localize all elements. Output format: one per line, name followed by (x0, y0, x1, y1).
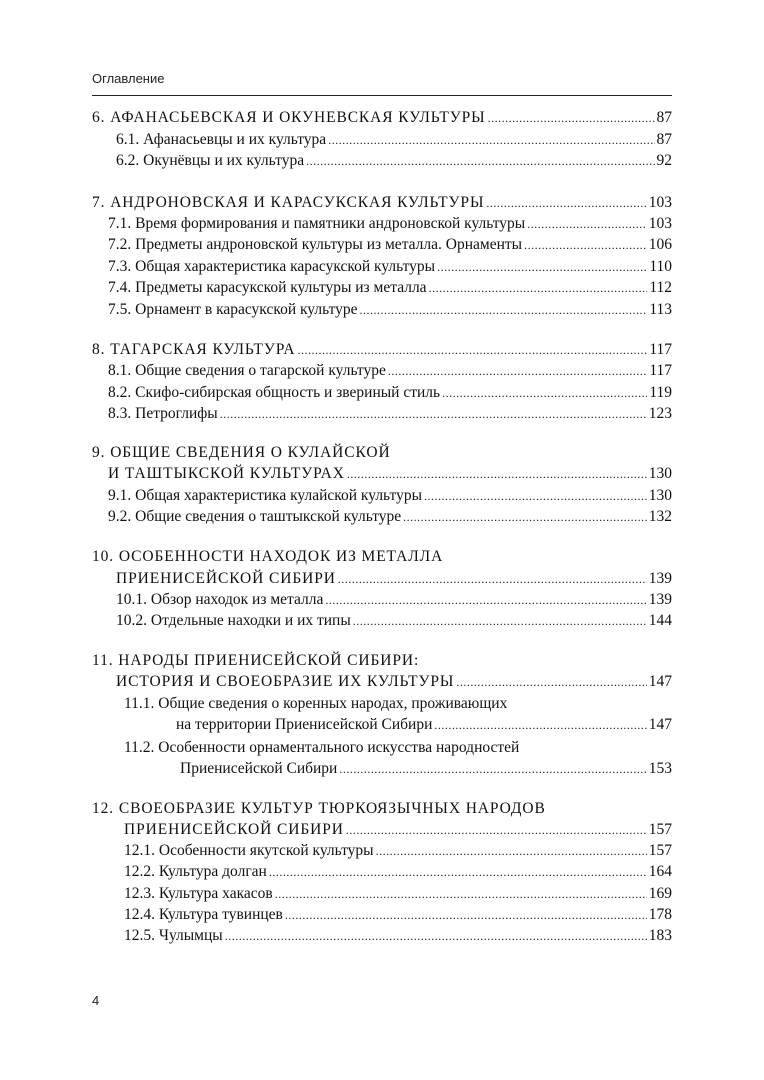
toc-entry-line (108, 403, 672, 425)
toc-entry-line (124, 904, 672, 926)
toc-entry-line (108, 277, 672, 299)
toc-entry-line (108, 506, 672, 528)
dot-leader (437, 256, 647, 278)
toc-section-line (108, 463, 672, 485)
dot-leader (297, 339, 647, 361)
section-title: ИСТОРИЯ И СВОЕОБРАЗИЕ ИХ КУЛЬТУРЫ (116, 673, 455, 690)
dot-leader (424, 485, 647, 507)
page-ref: 113 (649, 301, 672, 318)
entry-title: 11.2. Особенности орнаментального искусства народностей (124, 739, 520, 756)
toc-entry-line (116, 589, 672, 611)
page-number: 4 (92, 993, 100, 1008)
page-ref: 119 (649, 384, 672, 401)
entry-title: Приенисейской Сибири (180, 760, 338, 777)
dot-leader (353, 610, 647, 632)
page-ref: 147 (648, 673, 672, 690)
page-ref: 130 (648, 487, 672, 504)
dot-leader (486, 192, 646, 214)
dot-leader (220, 403, 647, 425)
dot-leader (325, 589, 646, 611)
entry-title: 12.5. Чулымцы (124, 927, 223, 944)
toc-entry-line (124, 861, 672, 883)
toc-section-line (92, 192, 672, 214)
entry-title: 12.1. Особенности якутской культуры (124, 842, 374, 859)
page-ref: 112 (649, 279, 672, 296)
toc-entry-line (124, 693, 764, 715)
section-title: И ТАШТЫКСКОЙ КУЛЬТУРАХ (108, 465, 345, 482)
toc-entry-line (108, 485, 672, 507)
entry-title: 12.4. Культура тувинцев (124, 906, 283, 923)
toc-section-line (124, 819, 672, 841)
toc-entry-line (124, 737, 764, 759)
page-ref: 153 (648, 760, 672, 777)
entry-title: 6.2. Окунёвцы и их культура (116, 152, 305, 169)
page-ref: 183 (648, 927, 672, 944)
dot-leader (269, 861, 647, 883)
dot-leader (429, 277, 648, 299)
section-title: 6. АФАНАСЬЕВСКАЯ И ОКУНЕВСКАЯ КУЛЬТУРЫ (92, 109, 486, 126)
page-ref: 92 (656, 152, 672, 169)
page-ref: 130 (648, 465, 672, 482)
toc-entry-line (124, 883, 672, 905)
entry-title: 10.1. Обзор находок из металла (116, 591, 324, 608)
page-ref: 132 (648, 508, 672, 525)
page-ref: 144 (648, 612, 672, 629)
header-title: Оглавление (92, 71, 165, 86)
entry-title: 8.2. Скифо-сибирская общность и звериный стиль (108, 384, 441, 401)
entry-title: 11.1. Общие сведения о коренных народах, проживающих (124, 695, 508, 712)
page-ref: 164 (648, 863, 672, 880)
entry-title: 7.2. Предметы андроновской культуры из металла. Орнаменты (108, 236, 523, 253)
page-ref: 103 (648, 215, 672, 232)
dot-leader (434, 714, 646, 736)
dot-leader (285, 904, 647, 926)
page-ref: 87 (656, 109, 672, 126)
page-ref: 169 (648, 885, 672, 902)
page-ref: 157 (648, 842, 672, 859)
entry-title: 9.1. Общая характеристика кулайской культуры (108, 487, 423, 504)
toc-entry-line (108, 256, 672, 278)
entry-title: 8.1. Общие сведения о тагарской культуре (108, 362, 386, 379)
toc-section-line (116, 568, 672, 590)
section-title: 9. ОБЩИЕ СВЕДЕНИЯ О КУЛАЙСКОЙ (92, 444, 391, 461)
page-ref: 178 (648, 906, 672, 923)
toc-entry-line (116, 150, 672, 172)
entry-title: 9.2. Общие сведения о таштыкской культуре (108, 508, 402, 525)
toc-section-line (92, 107, 672, 129)
toc-entry-line (124, 840, 672, 862)
toc-entry-line (108, 360, 672, 382)
dot-leader (527, 213, 647, 235)
section-title: 7. АНДРОНОВСКАЯ И КАРАСУКСКАЯ КУЛЬТУРЫ (92, 194, 485, 211)
dot-leader (376, 840, 647, 862)
toc-entry-line (108, 382, 672, 404)
entry-title: на территории Приенисейской Сибири (176, 716, 433, 733)
page-ref: 103 (648, 194, 672, 211)
toc-entry-line (116, 129, 672, 151)
toc-section-line (92, 798, 764, 820)
toc-entry-line (176, 714, 672, 736)
section-title: 8. ТАГАРСКАЯ КУЛЬТУРА (92, 341, 296, 358)
dot-leader (488, 107, 655, 129)
page-ref: 157 (648, 821, 672, 838)
section-title: ПРИЕНИСЕЙСКОЙ СИБИРИ (124, 821, 344, 838)
toc-entry-line (124, 925, 672, 947)
page-ref: 110 (649, 258, 672, 275)
dot-leader (306, 150, 654, 172)
toc-section-line (116, 671, 672, 693)
dot-leader (339, 758, 646, 780)
section-title: 10. ОСОБЕННОСТИ НАХОДОК ИЗ МЕТАЛЛА (92, 548, 444, 565)
dot-leader (225, 925, 647, 947)
entry-title: 7.3. Общая характеристика карасукской культуры (108, 258, 436, 275)
toc-entry-line (108, 213, 672, 235)
page-ref: 117 (649, 362, 672, 379)
entry-title: 12.2. Культура долган (124, 863, 267, 880)
dot-leader (403, 506, 647, 528)
entry-title: 7.1. Время формирования и памятники андроновской культуры (108, 215, 526, 232)
page-ref: 106 (648, 236, 672, 253)
section-title: ПРИЕНИСЕЙСКОЙ СИБИРИ (116, 570, 336, 587)
page-ref: 139 (648, 591, 672, 608)
entry-title: 7.4. Предметы карасукской культуры из металла (108, 279, 427, 296)
page-ref: 139 (648, 570, 672, 587)
dot-leader (360, 299, 648, 321)
toc-section-line (92, 442, 764, 464)
dot-leader (328, 129, 654, 151)
section-title: 11. НАРОДЫ ПРИЕНИСЕЙСКОЙ СИБИРИ: (92, 652, 420, 669)
toc-entry-line (180, 758, 672, 780)
page-ref: 123 (648, 405, 672, 422)
section-title: 12. СВОЕОБРАЗИЕ КУЛЬТУР ТЮРКОЯЗЫЧНЫХ НАРОДОВ (92, 800, 546, 817)
dot-leader (347, 463, 647, 485)
entry-title: 12.3. Культура хакасов (124, 885, 273, 902)
entry-title: 7.5. Орнамент в карасукской культуре (108, 301, 358, 318)
toc-section-line (92, 339, 672, 361)
entry-title: 6.1. Афанасьевцы и их культура (116, 131, 327, 148)
dot-leader (442, 382, 647, 404)
dot-leader (456, 671, 646, 693)
dot-leader (338, 568, 647, 590)
entry-title: 10.2. Отдельные находки и их типы (116, 612, 351, 629)
dot-leader (524, 234, 647, 256)
page-ref: 87 (656, 131, 672, 148)
entry-title: 8.3. Петроглифы (108, 405, 218, 422)
dot-leader (275, 883, 647, 905)
toc-section-line (92, 546, 764, 568)
toc-entry-line (108, 234, 672, 256)
dot-leader (346, 819, 647, 841)
dot-leader (388, 360, 647, 382)
toc-entry-line (108, 299, 672, 321)
toc-entry-line (116, 610, 672, 632)
toc-section-line (92, 650, 764, 672)
page-ref: 117 (649, 341, 672, 358)
page-ref: 147 (648, 716, 672, 733)
